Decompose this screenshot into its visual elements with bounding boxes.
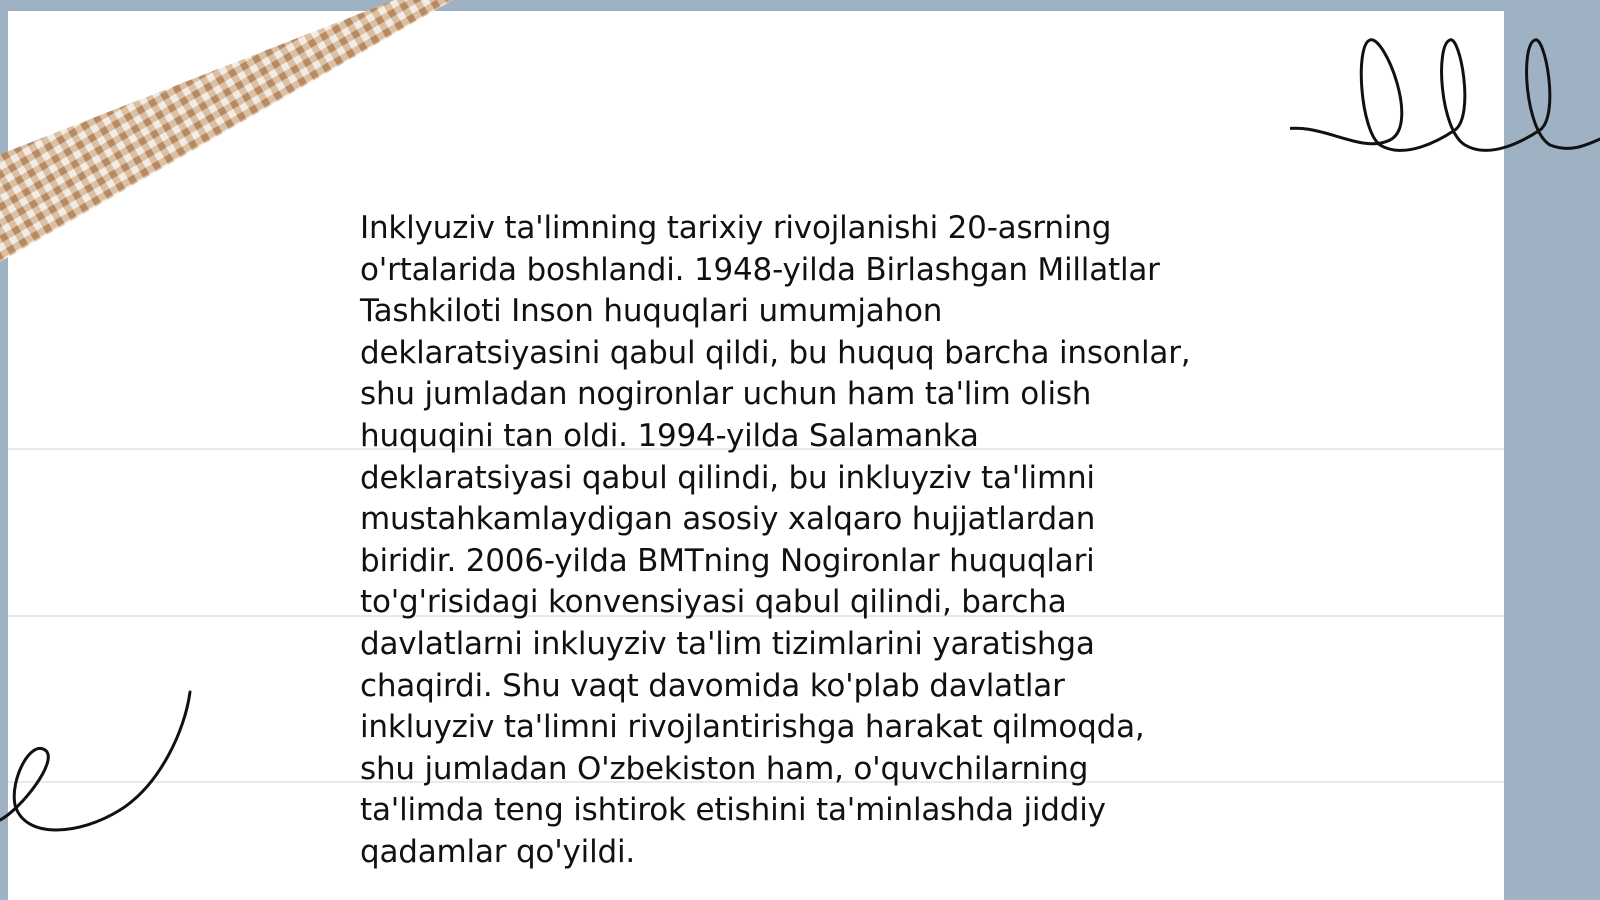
swirl-doodle-bottom-left xyxy=(0,690,210,860)
body-paragraph: Inklyuziv ta'limning tarixiy rivojlanishi 20-asrning o'rtalarida boshlandi. 1948-yilda Birlashgan Millatlar Tashkiloti Inson huquqlari umumjahon deklaratsiyasini qabul qildi, bu huquq barcha insonlar, shu jumladan nogironlar uchun ham ta'lim olish huquqini tan oldi. 1994-yilda Salamanka deklaratsiyasi qabul qilindi, bu inkluyziv ta'limni mustahkamlaydigan asosiy xalqaro hujjatlardan biridir. 2006-yilda BMTning Nogironlar huquqlari to'g'risidagi konvensiyasi qabul qilindi, barcha davlatlarni inkluyziv ta'lim tizimlarini yaratishga chaqirdi. Shu vaqt davomida ko'plab davlatlar inkluyziv ta'limni rivojlantirishga harakat qilmoqda, shu jumladan O'zbekiston ham, o'quvchilarning ta'limda teng ishtirok etishini ta'minlashda jiddiy qadamlar qo'yildi. xyxy=(360,210,1191,870)
swirl-doodle-top-right xyxy=(1290,30,1600,170)
washi-tape-decoration xyxy=(0,0,580,160)
